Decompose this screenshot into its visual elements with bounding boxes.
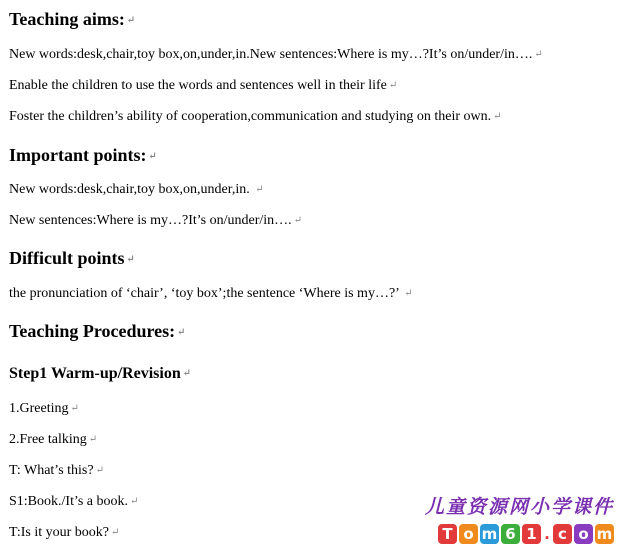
watermark-logo-letter: o	[574, 524, 593, 544]
watermark-logo-letter: 1	[522, 524, 541, 544]
paragraph-mark-icon: ↵	[88, 433, 98, 445]
watermark-chinese-text: 儿童资源网小学课件	[424, 496, 614, 518]
paragraph-mark-icon: ↵	[148, 150, 157, 162]
paragraph-mark-icon: ↵	[404, 287, 413, 299]
paragraph-mark-icon: ↵	[255, 183, 264, 195]
watermark-logo-letter: .	[544, 525, 550, 543]
paragraph-mark-icon: ↵	[388, 79, 398, 91]
step1-line: T:Is it your book? ↵	[9, 525, 120, 540]
teaching-aim-line: New words:desk,chair,toy box,on,under,in.New sentences:Where is my…?It’s on/under/in…. ↵	[9, 47, 543, 62]
important-point-line: New words:desk,chair,toy box,on,under,in. ↵	[9, 182, 264, 197]
important-point-line: New sentences:Where is my…?It’s on/under/in…. ↵	[9, 213, 303, 228]
step1-line: 1.Greeting ↵	[9, 401, 79, 416]
heading-teaching-procedures: Teaching Procedures: ↵	[9, 321, 186, 341]
watermark-logo-letter: o	[459, 524, 478, 544]
paragraph-mark-icon: ↵	[111, 526, 120, 538]
paragraph-mark-icon: ↵	[126, 14, 136, 26]
paragraph-mark-icon: ↵	[130, 495, 139, 507]
watermark-logo-letter: 6	[501, 524, 520, 544]
step1-line: T: What’s this? ↵	[9, 463, 104, 478]
paragraph-mark-icon: ↵	[534, 48, 543, 60]
watermark-logo-letter: T	[438, 524, 457, 544]
paragraph-mark-icon: ↵	[182, 368, 192, 380]
heading-step1: Step1 Warm-up/Revision ↵	[9, 365, 192, 382]
difficult-point-line: the pronunciation of ‘chair’, ‘toy box’;the sentence ‘Where is my…?’ ↵	[9, 286, 413, 301]
paragraph-mark-icon: ↵	[70, 402, 79, 414]
paragraph-mark-icon: ↵	[493, 110, 502, 122]
watermark-logo-letter: c	[553, 524, 572, 544]
watermark-logo	[438, 524, 614, 544]
paragraph-mark-icon: ↵	[95, 464, 104, 476]
teaching-aim-line: Foster the children’s ability of cooperation,communication and studying on their own. ↵	[9, 109, 502, 124]
paragraph-mark-icon: ↵	[293, 214, 303, 226]
watermark-logo-letter: m	[596, 525, 613, 543]
paragraph-mark-icon: ↵	[177, 326, 186, 338]
heading-difficult-points: Difficult points ↵	[9, 248, 135, 268]
step1-line: 2.Free talking ↵	[9, 432, 98, 447]
heading-important-points: Important points: ↵	[9, 145, 157, 165]
paragraph-mark-icon: ↵	[126, 253, 135, 265]
heading-teaching-aims: Teaching aims: ↵	[9, 9, 136, 29]
step1-line: S1:Book./It’s a book. ↵	[9, 494, 139, 509]
teaching-aim-line: Enable the children to use the words and sentences well in their life ↵	[9, 78, 398, 93]
watermark-logo-letter: m	[481, 525, 498, 543]
site-watermark	[396, 492, 614, 544]
